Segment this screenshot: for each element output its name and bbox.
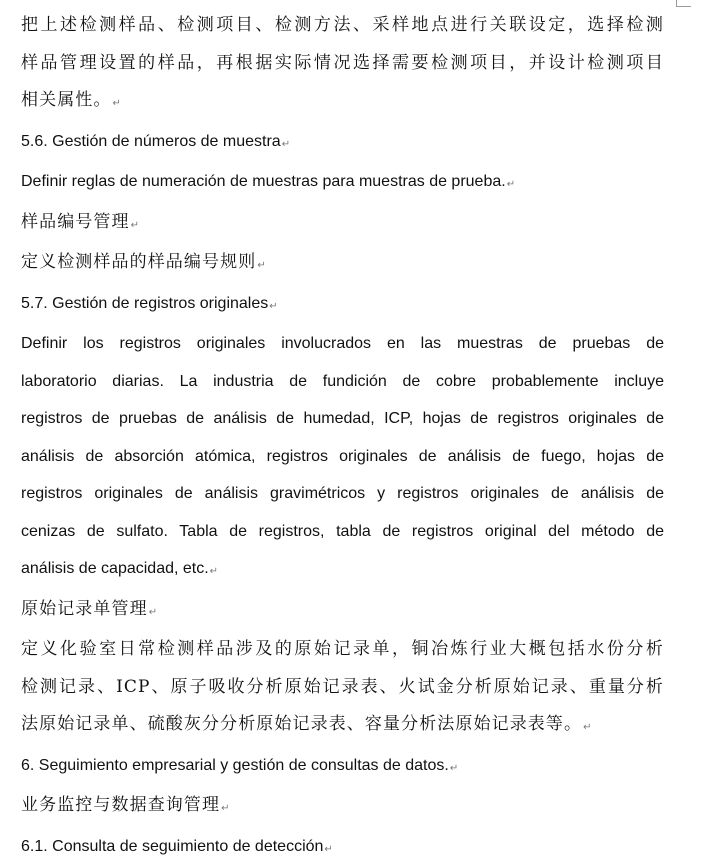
paragraph-mark-icon: ↵ [257, 260, 266, 271]
paragraph-zh-original-records [21, 631, 664, 747]
section-heading-zh-original-records: 原始记录单管理↵ [21, 591, 664, 632]
section-heading-6: 6. Seguimiento empresarial y gestión de consultas de datos.↵ [21, 747, 664, 788]
paragraph-mark-icon: ↵ [113, 98, 122, 109]
text-line: 检测记录、ICP、原子吸收分析原始记录表、火试金分析原始记录、重量分析 [21, 669, 664, 707]
text-line: 定义化验室日常检测样品涉及的原始记录单，铜冶炼行业大概包括水份分析 [21, 631, 664, 669]
paragraph-mark-icon: ↵ [450, 763, 458, 774]
text-line: cenizas de sulfato. Tabla de registros, tabla de registros original del método de [21, 513, 664, 551]
text-line: Definir los registros originales involucrados en las muestras de pruebas de [21, 325, 664, 363]
text-line: 样品管理设置的样品，再根据实际情况选择需要检测项目，并设计检测项目 [21, 45, 664, 83]
text-line: registros de pruebas de análisis de humedad, ICP, hojas de registros originales de [21, 400, 664, 438]
text-line: análisis de capacidad, etc.↵ [21, 550, 664, 591]
text-line: 相关属性。↵ [21, 82, 664, 123]
paragraph-mark-icon: ↵ [221, 803, 230, 814]
section-heading-5-6: 5.6. Gestión de números de muestra↵ [21, 123, 664, 164]
paragraph-zh-association [21, 7, 664, 123]
paragraph-es-original-records [21, 325, 664, 591]
paragraph-zh-sample-number-rules: 定义检测样品的样品编号规则↵ [21, 244, 664, 285]
paragraph-mark-icon: ↵ [507, 179, 515, 190]
paragraph-mark-icon: ↵ [131, 220, 140, 231]
page-corner-mark [676, 0, 691, 7]
paragraph-mark-icon: ↵ [324, 844, 332, 855]
paragraph-es-sample-numbering: Definir reglas de numeración de muestras para muestras de prueba.↵ [21, 163, 664, 204]
text-line: 把上述检测样品、检测项目、检测方法、采样地点进行关联设定，选择检测 [21, 7, 664, 45]
paragraph-mark-icon: ↵ [149, 607, 158, 618]
text-line: registros originales de análisis gravimétricos y registros originales de análisis de [21, 475, 664, 513]
text-line: laboratorio diarias. La industria de fundición de cobre probablemente incluye [21, 363, 664, 401]
section-heading-zh-business-monitoring: 业务监控与数据查询管理↵ [21, 787, 664, 828]
paragraph-mark-icon: ↵ [282, 139, 290, 150]
section-heading-zh-sample-number: 样品编号管理↵ [21, 204, 664, 245]
text-line: análisis de absorción atómica, registros originales de análisis de fuego, hojas de [21, 438, 664, 476]
paragraph-mark-icon: ↵ [583, 722, 592, 733]
section-heading-6-1: 6.1. Consulta de seguimiento de detección↵ [21, 828, 664, 868]
paragraph-mark-icon: ↵ [210, 566, 218, 577]
paragraph-mark-icon: ↵ [269, 301, 277, 312]
document-page [21, 0, 664, 868]
section-heading-5-7: 5.7. Gestión de registros originales↵ [21, 285, 664, 326]
text-line: 法原始记录单、硫酸灰分分析原始记录表、容量分析法原始记录表等。↵ [21, 706, 664, 747]
